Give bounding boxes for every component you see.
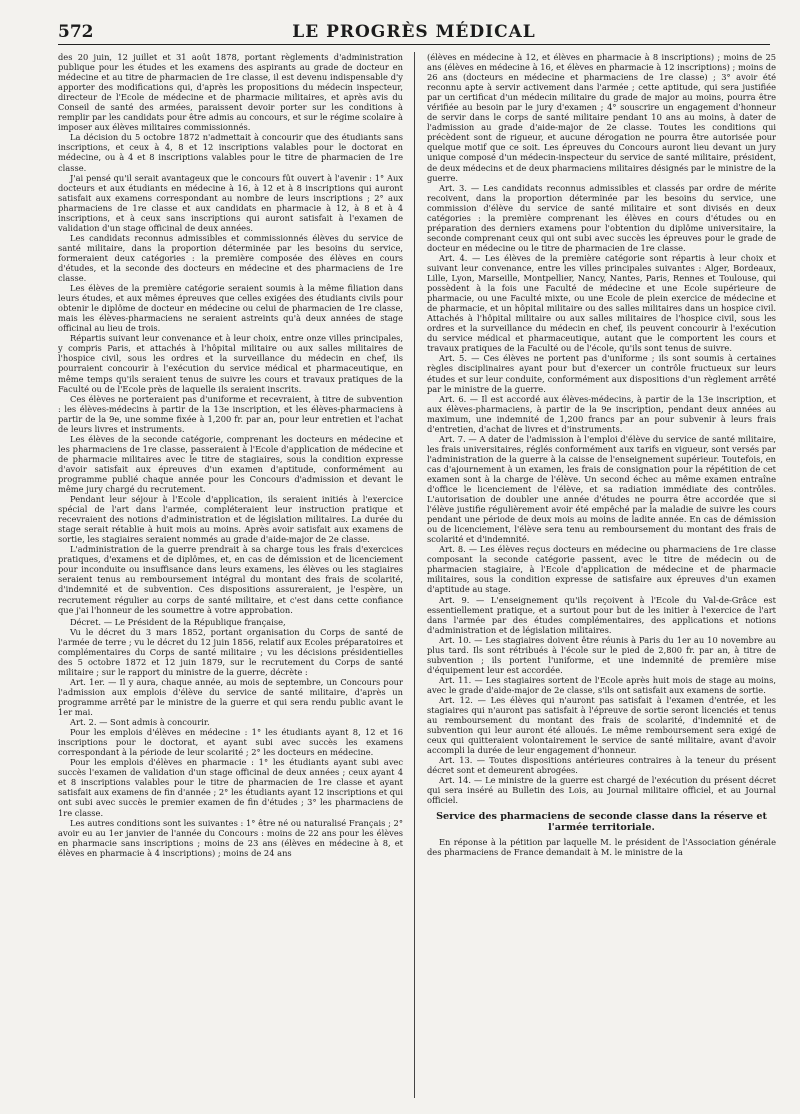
article: Art. 12. — Les élèves qui n'auront pas satisfait à l'examen d'entrée, et les stagiaires qui n'auront pas satisfait à l'épreuve de sortie seront licenciés et tenus au remboursement du montant des frais de scolarité, d'indemnité et de subvention qui leur auront été alloués. Le même remboursement sera exigé de ceux qui quitteraient volontairement le service de santé militaire, avant d'avoir accompli la durée de leur engagement d'honneur. xyxy=(427,695,776,756)
article: Art. 11. — Les stagiaires sortent de l'Ecole après huit mois de stage au moins, avec le grade d'aide-major de 2e classe, s'ils ont satisfait aux examens de sortie. xyxy=(427,674,776,695)
paragraph: La décision du 5 octobre 1872 n'admettait à concourir que des étudiants sans inscriptions, et ceux à 4, 8 et 12 inscriptions valables pour le doctorat en médecine, ou à 4 et 8 inscriptions valables pour le titre de pharmacien de 1re classe. xyxy=(58,132,403,173)
article: Art. 8. — Les élèves reçus docteurs en médecine ou pharmaciens de 1re classe composant la seconde catégorie passent, avec le titre de médecin ou de pharmacien stagiaire, à l'Ecole d'application de médecine et de pharmacie militaires, sous la condition expresse de satisfaire aux épreuves d'un examen d'aptitude au stage. xyxy=(427,544,776,595)
paragraph: Pour les emplois d'élèves en pharmacie : 1° les étudiants ayant subi avec succès l'examen de validation d'un stage officinal de deux années ; ceux ayant 4 et 8 inscriptions valables pour le titre de pharmacien de 1re classe et ayant satisfait aux examens de fin d'année ; 2° les étudiants ayant 12 inscriptions et qui ont subi avec succès le premier examen de fin d'études ; 3° les pharmaciens de 1re classe. xyxy=(58,757,403,818)
paragraph: (élèves en médecine à 12, et élèves en pharmacie à 8 inscriptions) ; moins de 25 ans (élèves en médecine à 16, et élèves en pharmacie à 12 inscriptions) ; moins de 26 ans (docteurs en médecine et pharmaciens de 1re classe) ; 3° avoir été reconnu apte à servir activement dans l'armée ; cette aptitude, qui sera justifiée par un certificat d'un médecin militaire du grade de major au moins, pourra être vérifiée au besoin par le jury d'examen ; 4° souscrire un engagement d'honneur de servir dans le corps de santé militaire pendant 10 ans au moins, à dater de l'admission au grade d'aide-major de 2e classe. Toutes les conditions qui précèdent sont de rigueur, et aucune dérogation ne pourra être autorisée pour quelque motif que ce soit. Les épreuves du Concours auront lieu devant un jury unique composé d'un médecin-inspecteur du service de santé militaire, président, de deux médecins et de deux pharmaciens militaires désignés par le ministre de la guerre. xyxy=(427,52,776,183)
article: Art. 3. — Les candidats reconnus admissibles et classés par ordre de mérite recoivent, dans la proportion déterminée par les besoins du service, une commission d'élève du service de santé militaire et sont divisés en deux catégories : la première comprenant les élèves en cours d'études ou en préparation des derniers examens pour l'obtention du diplôme universitaire, la seconde comprenant ceux qui ont subi avec succès les épreuves pour le grade de docteur en médecine ou le titre de pharmacien de 1re classe. xyxy=(427,182,776,253)
paragraph: Pour les emplois d'élèves en médecine : 1° les étudiants ayant 8, 12 et 16 inscriptions pour le doctorat, et ayant subi avec succès les examens correspondant à la période de leur scolarité ; 2° les docteurs en médecine. xyxy=(58,727,403,758)
article: Art. 7. — A dater de l'admission à l'emploi d'élève du service de santé militaire, les frais universitaires, réglés conformément aux tarifs en vigueur, sont versés par l'administration de la guerre à la caisse de l'enseignement supérieur. Toutefois, en cas d'ajournement à un examen, les frais de consignation pour la répétition de cet examen sont à la charge de l'élève. Un second échec au même examen entraîne d'office le licenciement de l'élève, et sa radiation immédiate des contrôles. L'autorisation de doubler une année d'études ne pourra être accordée que si l'élève justifie régulièrement avoir été empêché par la maladie de suivre les cours pendant une période de deux mois au moins de ladite année. En cas de démission ou de licenciement, l'élève sera tenu au remboursement du montant des frais de scolarité et d'indemnité. xyxy=(427,433,776,545)
paragraph: Pendant leur séjour à l'Ecole d'application, ils seraient initiés à l'exercice spécial de l'art dans l'armée, compléteraient leur instruction pratique et recevraient des notions d'administration et de législation militaires. La durée du stage serait rétablie à huit mois au moins. Après avoir satisfait aux examens de sortie, les stagiaires seraient nommés au grade d'aide-major de 2e classe. xyxy=(58,494,403,545)
article: Art. 13. — Toutes dispositions antérieures contraires à la teneur du présent décret sont et demeurent abrogées. xyxy=(427,755,776,776)
article: Art. 6. — Il est accordé aux élèves-médecins, à partir de la 13e inscription, et aux élèves-pharmaciens, à partir de la 9e inscription, pendant deux années au maximum, une indemnité de 1,200 francs par an pour subvenir à leurs frais d'entretien, d'achat de livres et d'instruments. xyxy=(427,393,776,434)
article: Art. 1er. — Il y aura, chaque année, au mois de septembre, un Concours pour l'admission aux emplois d'élève du service de santé militaire, d'après un programme arrêté par le ministre de la guerre et qui sera rendu public avant le 1er mai. xyxy=(58,676,403,718)
paragraph: En réponse à la pétition par laquelle M. le président de l'Association générale des pharmaciens de France demandait à M. le ministre de la xyxy=(427,836,776,857)
left-column xyxy=(58,52,403,1100)
journal-title: LE PROGRÈS MÉDICAL xyxy=(292,22,536,42)
paragraph: Les candidats reconnus admissibles et commissionnés élèves du service de santé militaire, dans la proportion déterminée par les besoins du service, formeraient deux catégories : la première composée des élèves en cours d'études, et la seconde des docteurs en médecine et des pharmaciens de 1re classe. xyxy=(58,232,403,284)
article: Art. 9. — L'enseignement qu'ils reçoivent à l'Ecole du Val-de-Grâce est essentiellement pratique, et a surtout pour but de les initier à l'exercice de l'art dans l'armée par des études complémentaires, des applications et notions d'administration et de législation militaires. xyxy=(427,594,776,635)
decree-heading: Décret. — Le Président de la République française, xyxy=(70,616,286,627)
article: Art. 5. — Ces élèves ne portent pas d'uniforme ; ils sont soumis à certaines règles disciplinaires ayant pour but d'exercer un contrôle fructueux sur leurs études et sur leur conduite, conformément aux dispositions d'un règlement arrêté par le ministre de la guerre. xyxy=(427,353,776,394)
paragraph: J'ai pensé qu'il serait avantageux que le concours fût ouvert à l'avenir : 1° Aux docteurs et aux étudiants en médecine à 16, à 12 et à 8 inscriptions qui auront satisfait aux examens correspondant au nombre de leurs inscriptions ; 2° aux pharmaciens de 1re classe et aux candidats en pharmacie à 12, à 8 et à 4 inscriptions, et à ceux sans inscriptions qui auront satisfait à l'examen de validation d'un stage officinal de deux années. xyxy=(58,172,403,233)
page-number: 572 xyxy=(58,22,94,42)
article: Art. 2. — Sont admis à concourir. xyxy=(70,717,210,728)
paragraph: Ces élèves ne porteraient pas d'uniforme et recevraient, à titre de subvention : les élèves-médecins à partir de la 13e inscription, et les élèves-pharmaciens à partir de la 9e, une somme fixée à 1,200 fr. par an, pour leur entretien et l'achat de leurs livres et instruments. xyxy=(58,393,403,434)
paragraph: L'administration de la guerre prendrait à sa charge tous les frais d'exercices pratiques, d'examens et de diplômes, et, en cas de démission et de licenciement pour inconduite ou insuffisance dans leurs examens, les élèves ou les stagiaires seraient tenus au remboursement intégral du montant des frais de scolarité, d'indemnité et de subvention. Ces dispositions assureraient, je l'espère, un recrutement régulier au corps de santé militaire, et c'est dans cette confiance que j'ai l'honneur de les soumettre à votre approbation. xyxy=(58,544,403,615)
paragraph: Vu le décret du 3 mars 1852, portant organisation du Corps de santé de l'armée de terre ; vu le décret du 12 juin 1856, relatif aux Ecoles préparatoires et complémentaires du Corps de santé militaire ; vu les décisions présidentielles des 5 octobre 1872 et 12 juin 1879, sur le recrutement du Corps de santé militaire ; sur le rapport du ministre de la guerre, décrète : xyxy=(58,626,403,677)
article: Art. 14. — Le ministre de la guerre est chargé de l'exécution du présent décret qui sera inséré au Bulletin des Lois, au Journal militaire officiel, et au Journal officiel. xyxy=(427,775,776,806)
paragraph: Répartis suivant leur convenance et à leur choix, entre onze villes principales, y compris Paris, et attachés à l'hôpital militaire ou aux salles militaires de l'hospice civil, sous les ordres et la surveillance du médecin en chef, ils pourraient concourir à l'exécution du service médical et pharmaceutique, en même temps qu'ils seraient tenus de suivre les cours et travaux pratiques de la Faculté ou de l'Ecole près de laquelle ils seraient inscrits. xyxy=(58,333,403,394)
paragraph: Les élèves de la seconde catégorie, comprenant les docteurs en médecine et les pharmaciens de 1re classe, passeraient à l'Ecole d'application de médecine et de pharmacie militaires avec le titre de stagiaires, sous la condition expresse d'avoir satisfait aux épreuves d'un examen d'aptitude, conformément au programme publié chaque année pour les Concours d'admission et devant le même jury chargé du recrutement. xyxy=(58,433,403,495)
article: Art. 4. — Les élèves de la première catégorie sont répartis à leur choix et suivant leur convenance, entre les villes principales suivantes : Alger, Bordeaux, Lille, Lyon, Marseille, Montpellier, Nancy, Nantes, Paris, Rennes et Toulouse, qui possèdent à la fois une Faculté de médecine et une Ecole supérieure de pharmacie, ou une Faculté mixte, ou une Ecole de plein exercice de médecine et de pharmacie, et un hôpital militaire ou des salles militaires dans un hospice civil. Attachés à l'hôpital militaire ou aux salles militaires de l'hospice civil, sous les ordres et la surveillance du médecin en chef, ils peuvent concourir à l'exécution du service médical et pharmaceutique, autant que le comportent les cours et travaux pratiques de la Faculté ou de l'école, qu'ils sont tenus de suivre. xyxy=(427,252,776,354)
right-column xyxy=(427,52,776,1100)
page-header xyxy=(58,18,770,45)
paragraph: des 20 juin, 12 juillet et 31 août 1878, portant règlements d'administration publique pour les études et les examens des aspirants au grade de docteur en médecine et au titre de pharmacien de 1re classe, il est devenu indispensable d'y apporter des modifications qui, d'après les propositions du médecin inspecteur, directeur de l'Ecole de médecine et de pharmacie militaires, et après avis du Conseil de santé des armées, paraissent devoir porter sur les conditions à remplir par les candidats pour être admis au concours, et sur le régime scolaire à imposer aux élèves militaires commissionnés. xyxy=(58,52,403,133)
paragraph: Les autres conditions sont les suivantes : 1° être né ou naturalisé Français ; 2° avoir eu au 1er janvier de l'année du Concours : moins de 22 ans pour les élèves en pharmacie sans inscriptions ; moins de 23 ans (élèves en médecine à 8, et élèves en pharmacie à 4 inscriptions) ; moins de 24 ans xyxy=(58,817,403,858)
article: Art. 10. — Les stagiaires doivent être réunis à Paris du 1er au 10 novembre au plus tard. Ils sont rétribués à l'école sur le pied de 2,800 fr. par an, à titre de subvention ; ils portent l'uniforme, et une indemnité de première mise d'équipement leur est accordée. xyxy=(427,634,776,675)
paragraph: Les élèves de la première catégorie seraient soumis à la même filiation dans leurs études, et aux mêmes épreuves que celles exigées des étudiants civils pour obtenir le diplôme de docteur en médecine ou celui de pharmacien de 1re classe, mais les élèves-pharmaciens ne seraient astreints qu'à deux années de stage officinal au lieu de trois. xyxy=(58,283,403,334)
section-title: Service des pharmaciens de seconde classe dans la réserve et l'armée territoriale. xyxy=(436,810,767,833)
column-divider xyxy=(414,52,415,1098)
